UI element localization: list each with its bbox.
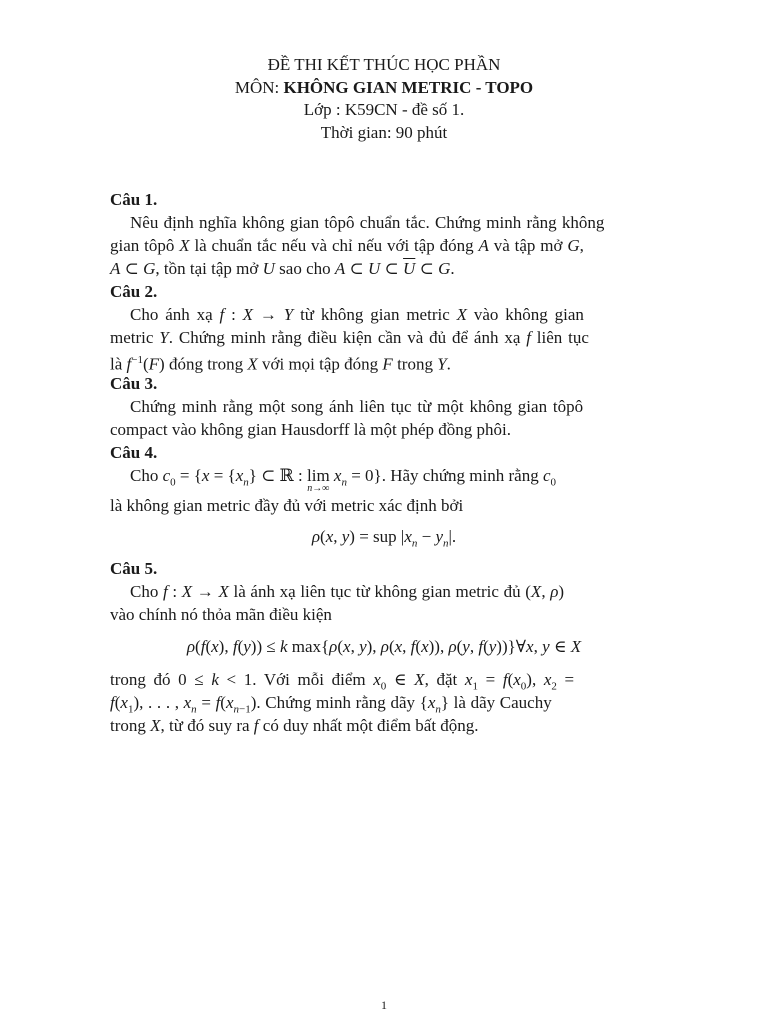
exam-class: Lớp : K59CN - đề số 1. <box>303 100 465 119</box>
exam-content <box>110 188 658 737</box>
question-title: Câu 1. <box>110 190 158 209</box>
question-line: gian tôpô X là chuẩn tắc nếu và chỉ nếu với tập đóng A và tập mở G, <box>110 236 584 255</box>
display-formula: ρ(x, y) = sup $|x_n - y_n|$. <box>311 527 457 550</box>
question-line: metric Y. Chứng minh rằng điều kiện cần và đủ để ánh xạ f liên tục <box>110 328 589 347</box>
question-title: Câu 3. <box>110 374 158 393</box>
question-line: $f(x_1)$, . . . , $x_n = f(x_{n-1})$. Chứng minh rằng dãy $\{x_n\}$ là dãy Cauchy <box>110 693 552 716</box>
exam-title: ĐỀ THI KẾT THÚC HỌC PHẦN <box>267 55 501 74</box>
question-5 <box>110 557 658 737</box>
question-3 <box>110 372 658 441</box>
question-line: Nêu định nghĩa không gian tôpô chuẩn tắc. Chứng minh rằng không <box>130 213 605 232</box>
question-line: là không gian metric đầy đủ với metric xác định bởi <box>110 496 464 515</box>
question-title: Câu 2. <box>110 282 158 301</box>
exam-subject: MÔN: KHÔNG GIAN METRIC - TOPO <box>234 77 534 97</box>
question-line: compact vào không gian Hausdorff là một phép đồng phôi. <box>110 420 511 439</box>
question-line: Chứng minh rằng một song ánh liên tục từ một không gian tôpô <box>130 397 584 416</box>
question-line: Cho ánh xạ f : X → Y từ không gian metric X vào không gian <box>130 305 584 324</box>
subject-name: KHÔNG GIAN METRIC - TOPO <box>283 77 534 97</box>
limit-operator: lim n→∞ <box>307 466 330 494</box>
exam-header <box>0 54 768 144</box>
exam-time: Thời gian: 90 phút <box>320 122 448 142</box>
question-1 <box>110 188 658 280</box>
question-line: trong X, từ đó suy ra f có duy nhất một điểm bất động. <box>110 716 479 735</box>
question-line: là $f^{-1}(F)$ đóng trong X với mọi tập đóng F trong Y. <box>110 354 451 374</box>
question-title: Câu 4. <box>110 443 158 462</box>
question-line: trong đó 0 ≤ k < 1. Với mỗi điểm $x_0$ ∈ X, đặt $x_1 = f(x_0)$, $x_2$ = <box>110 670 575 693</box>
question-title: Câu 5. <box>110 559 158 578</box>
question-line: Cho f : X → X là ánh xạ liên tục từ không gian metric đủ (X, ρ) <box>130 582 565 601</box>
question-4 <box>110 441 658 548</box>
question-line: A ⊂ G, tồn tại tập mở U sao cho A ⊂ U ⊂ $\overline{U}$ ⊂ G. <box>110 259 455 278</box>
question-line: vào chính nó thỏa mãn điều kiện <box>110 605 332 624</box>
question-2 <box>110 280 658 372</box>
page-number: 1 <box>381 998 387 1012</box>
question-line: Cho $c_0 = \{x = \{x_n\}$ ⊂ ℝ : lim n→∞ $x_n = 0$}. Hãy chứng minh rằng $c_0$ <box>130 466 556 494</box>
display-formula: ρ(f(x), f(y)) ≤ k max{ρ(x, y), ρ(x, f(x)), ρ(y, f(y))}∀x, y ∈ X <box>186 637 582 656</box>
